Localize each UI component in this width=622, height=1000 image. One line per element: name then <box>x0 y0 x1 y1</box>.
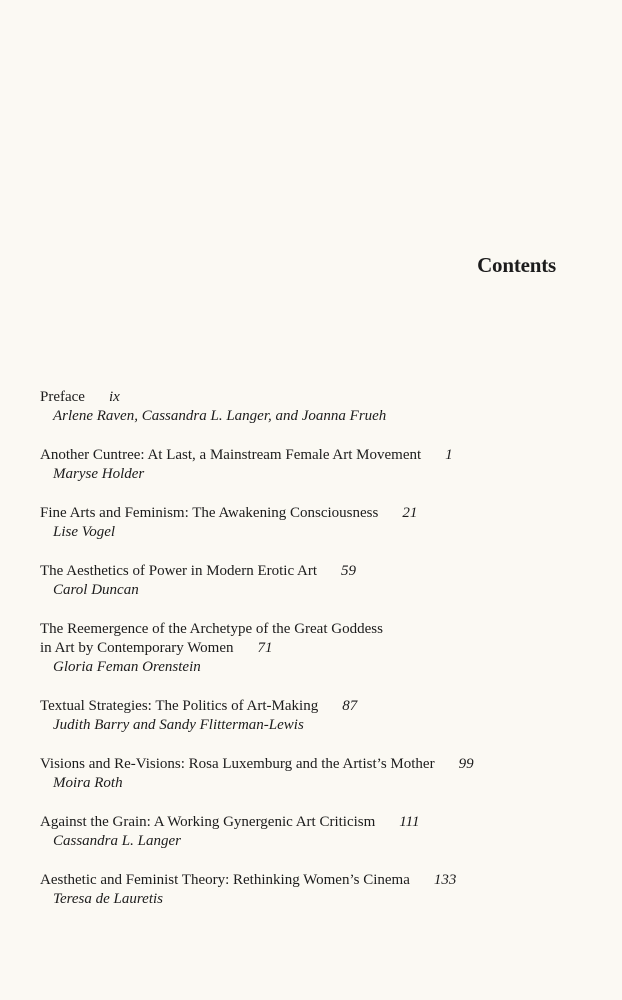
entry-author: Arlene Raven, Cassandra L. Langer, and Joanna Frueh <box>53 408 387 424</box>
toc-entry <box>40 697 600 735</box>
entry-author: Lise Vogel <box>53 524 116 540</box>
page-number: 59 <box>341 563 357 579</box>
toc-entry <box>40 620 600 677</box>
entry-title: The Aesthetics of Power in Modern Erotic Art <box>40 563 318 579</box>
entry-author: Moira Roth <box>53 775 123 791</box>
toc-entry <box>40 755 600 793</box>
entry-title: Textual Strategies: The Politics of Art-Making <box>40 698 319 714</box>
page-number: 111 <box>399 814 420 830</box>
toc-entry <box>40 446 600 484</box>
contents-heading: Contents <box>477 253 556 277</box>
page-number: 71 <box>257 640 273 656</box>
entry-author: Cassandra L. Langer <box>53 833 181 849</box>
entry-title: Visions and Re-Visions: Rosa Luxemburg and the Artist’s Mother <box>40 756 435 772</box>
entry-title: Preface <box>40 389 85 405</box>
toc-entry <box>40 871 600 909</box>
entry-author: Carol Duncan <box>53 582 139 598</box>
page-number: 87 <box>342 698 358 714</box>
toc-entry <box>40 813 600 851</box>
toc-entry <box>40 388 600 426</box>
page-number: 133 <box>433 872 457 888</box>
entry-author: Maryse Holder <box>53 466 145 482</box>
table-of-contents <box>40 388 600 929</box>
page-number: ix <box>108 389 120 405</box>
entry-title: Against the Grain: A Working Gynergenic Art Criticism <box>40 814 376 830</box>
entry-title: in Art by Contemporary Women <box>40 640 234 656</box>
entry-author: Judith Barry and Sandy Flitterman-Lewis <box>53 717 304 733</box>
entry-title: Aesthetic and Feminist Theory: Rethinking Women’s Cinema <box>40 872 410 888</box>
entry-author: Teresa de Lauretis <box>53 891 164 907</box>
entry-title: Fine Arts and Feminism: The Awakening Consciousness <box>40 505 379 521</box>
page-number: 99 <box>458 756 474 772</box>
entry-title: The Reemergence of the Archetype of the Great Goddess <box>40 621 383 637</box>
toc-entry <box>40 504 600 542</box>
page-number: 1 <box>445 447 453 463</box>
entry-author: Gloria Feman Orenstein <box>53 659 201 675</box>
page-number: 21 <box>402 505 418 521</box>
entry-title: Another Cuntree: At Last, a Mainstream Female Art Movement <box>40 447 422 463</box>
toc-entry <box>40 562 600 600</box>
